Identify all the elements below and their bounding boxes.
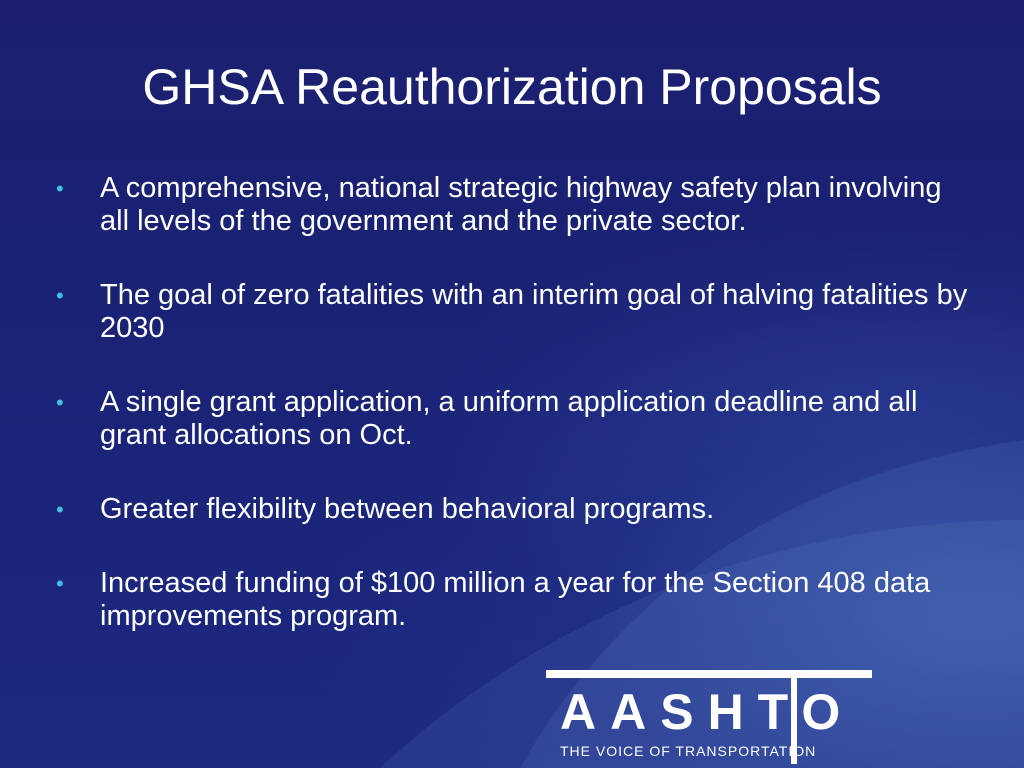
bullet-item <box>56 493 976 526</box>
bullet-item <box>56 279 976 345</box>
logo-tagline: THE VOICE OF TRANSPORTATION <box>560 743 817 759</box>
bullet-item <box>56 567 976 633</box>
slide-title: GHSA Reauthorization Proposals <box>142 59 882 115</box>
bullet-text: A single grant application, a uniform application deadline and all grant allocations on Oct. <box>100 386 918 451</box>
bullet-item <box>56 172 976 238</box>
bullet-dot-icon: • <box>56 390 64 415</box>
bullet-text: The goal of zero fatalities with an interim goal of halving fatalities by 2030 <box>100 279 968 344</box>
bullet-dot-icon: • <box>56 571 64 596</box>
bullet-dot-icon: • <box>56 176 64 201</box>
bullet-dot-icon: • <box>56 497 64 522</box>
bullet-list <box>56 172 976 674</box>
bullet-dot-icon: • <box>56 283 64 308</box>
bullet-text: Greater flexibility between behavioral programs. <box>100 493 715 525</box>
bullet-item <box>56 386 976 452</box>
bullet-text: Increased funding of $100 million a year for the Section 408 data improvements program. <box>100 567 931 632</box>
logo-wordmark: AASHTO <box>560 684 855 740</box>
aashto-logo <box>546 670 872 764</box>
logo-top-band <box>546 670 872 678</box>
bullet-text: A comprehensive, national strategic highway safety plan involving all levels of the government and the private sector. <box>100 172 942 237</box>
